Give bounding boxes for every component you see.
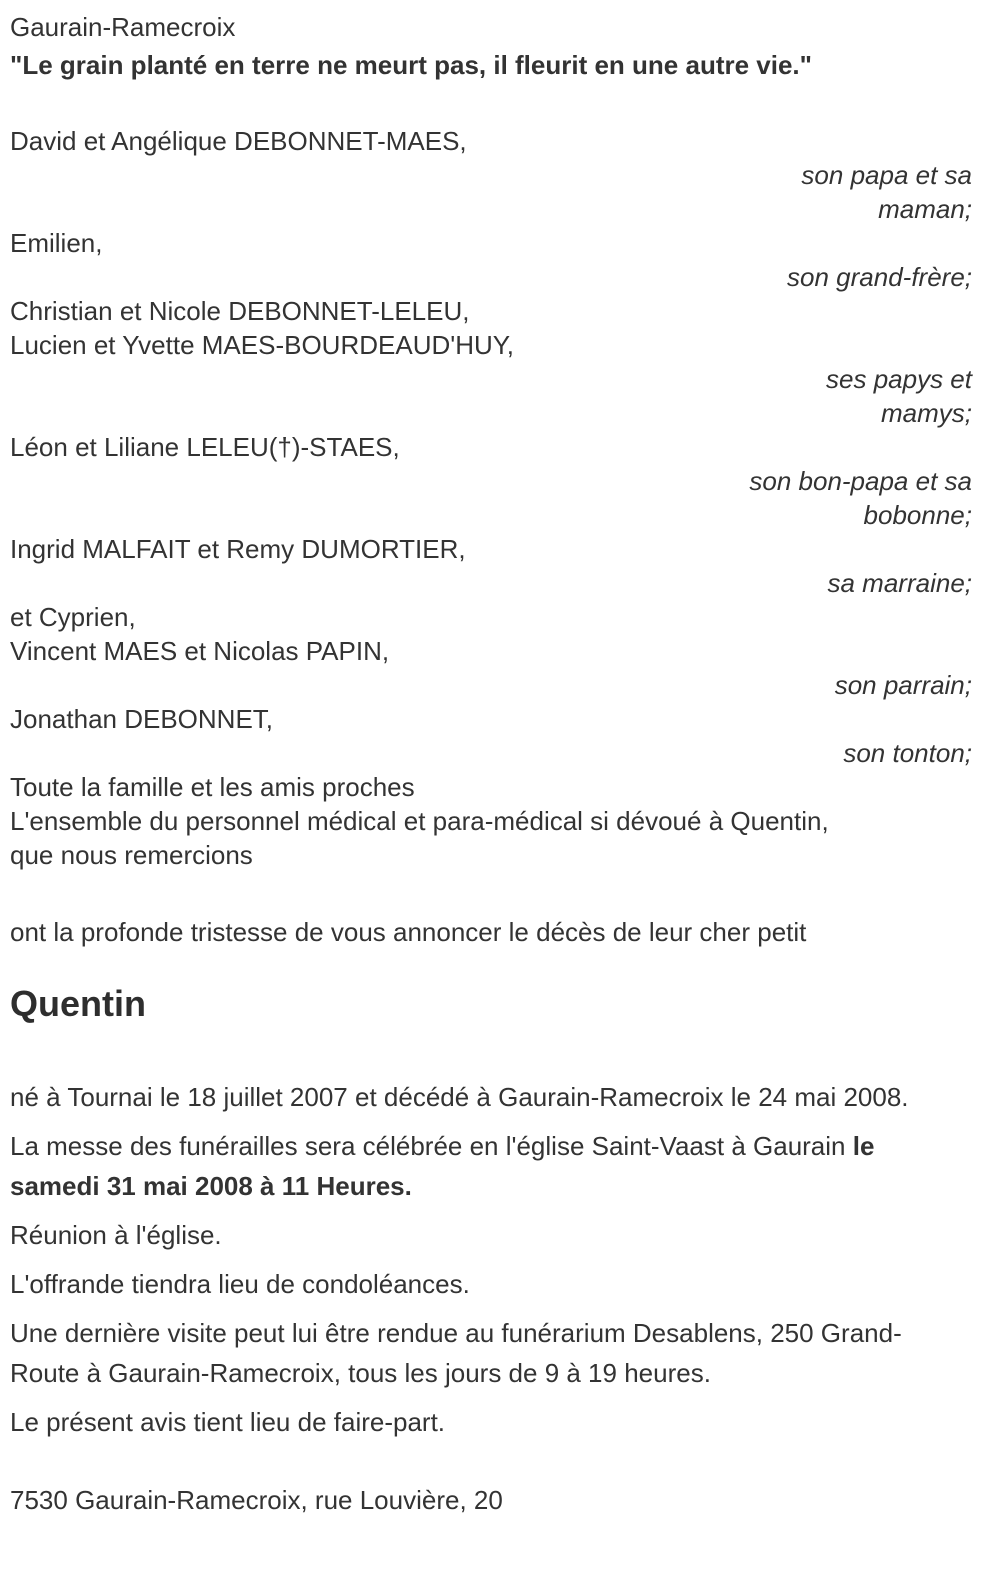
notice-header — [10, 8, 972, 84]
family-relation: son grand-frère; — [787, 262, 972, 292]
family-names: que nous remercions — [10, 840, 253, 870]
family-group — [10, 430, 972, 532]
offering-paragraph: L'offrande tiendra lieu de condoléances. — [10, 1269, 470, 1299]
family-names: Vincent MAES et Nicolas PAPIN, — [10, 636, 390, 666]
family-relation: mamys; — [881, 398, 972, 428]
family-group — [10, 600, 972, 702]
family-group — [10, 532, 972, 600]
family-group — [10, 124, 972, 226]
family-relation: sa marraine; — [827, 568, 972, 598]
mass-text: La messe des funérailles sera célébrée en l'église Saint-Vaast à Gaurain — [10, 1131, 853, 1161]
family-group — [10, 702, 972, 770]
notice-paragraph: Le présent avis tient lieu de faire-part. — [10, 1407, 446, 1437]
family-names: Léon et Liliane LELEU(†)-STAES, — [10, 432, 400, 462]
family-names: et Cyprien, — [10, 602, 136, 632]
family-list — [10, 124, 972, 872]
family-relation: maman; — [878, 194, 972, 224]
mass-paragraph — [10, 1126, 945, 1206]
announcement-line: ont la profonde tristesse de vous annoncer le décès de leur cher petit — [10, 917, 807, 947]
family-relation: son tonton; — [843, 738, 972, 768]
birth-death-paragraph: né à Tournai le 18 juillet 2007 et décédé à Gaurain-Ramecroix le 24 mai 2008. — [10, 1082, 909, 1112]
family-relation: bobonne; — [863, 500, 972, 530]
family-names: Emilien, — [10, 228, 103, 258]
family-relation: son parrain; — [834, 670, 972, 700]
family-relation: son papa et sa — [801, 160, 972, 190]
family-group — [10, 294, 972, 430]
family-relation: son bon-papa et sa — [749, 466, 972, 496]
family-names: Jonathan DEBONNET, — [10, 704, 274, 734]
family-names: David et Angélique DEBONNET-MAES, — [10, 126, 467, 156]
family-relation: ses papys et — [826, 364, 972, 394]
meeting-paragraph: Réunion à l'église. — [10, 1220, 222, 1250]
family-names: Christian et Nicole DEBONNET-LELEU, — [10, 296, 470, 326]
family-names: Ingrid MALFAIT et Remy DUMORTIER, — [10, 534, 466, 564]
mass-date-bold: le samedi 31 mai 2008 à 11 Heures. — [10, 1131, 875, 1201]
deceased-name-heading: Quentin — [10, 983, 146, 1024]
location-line: Gaurain-Ramecroix — [10, 12, 236, 42]
family-group — [10, 226, 972, 294]
family-names: Lucien et Yvette MAES-BOURDEAUD'HUY, — [10, 330, 514, 360]
epitaph-quote: "Le grain planté en terre ne meurt pas, il fleurit en une autre vie." — [10, 50, 812, 80]
family-names: Toute la famille et les amis proches — [10, 772, 415, 802]
visit-paragraph: Une dernière visite peut lui être rendue au funérarium Desablens, 250 Grand-Route à Gaurain-Ramecroix, tous les jours de 9 à 19 heures. — [10, 1318, 902, 1388]
family-group — [10, 770, 972, 872]
family-names: L'ensemble du personnel médical et para-médical si dévoué à Quentin, — [10, 806, 829, 836]
address-line: 7530 Gaurain-Ramecroix, rue Louvière, 20 — [10, 1485, 503, 1515]
